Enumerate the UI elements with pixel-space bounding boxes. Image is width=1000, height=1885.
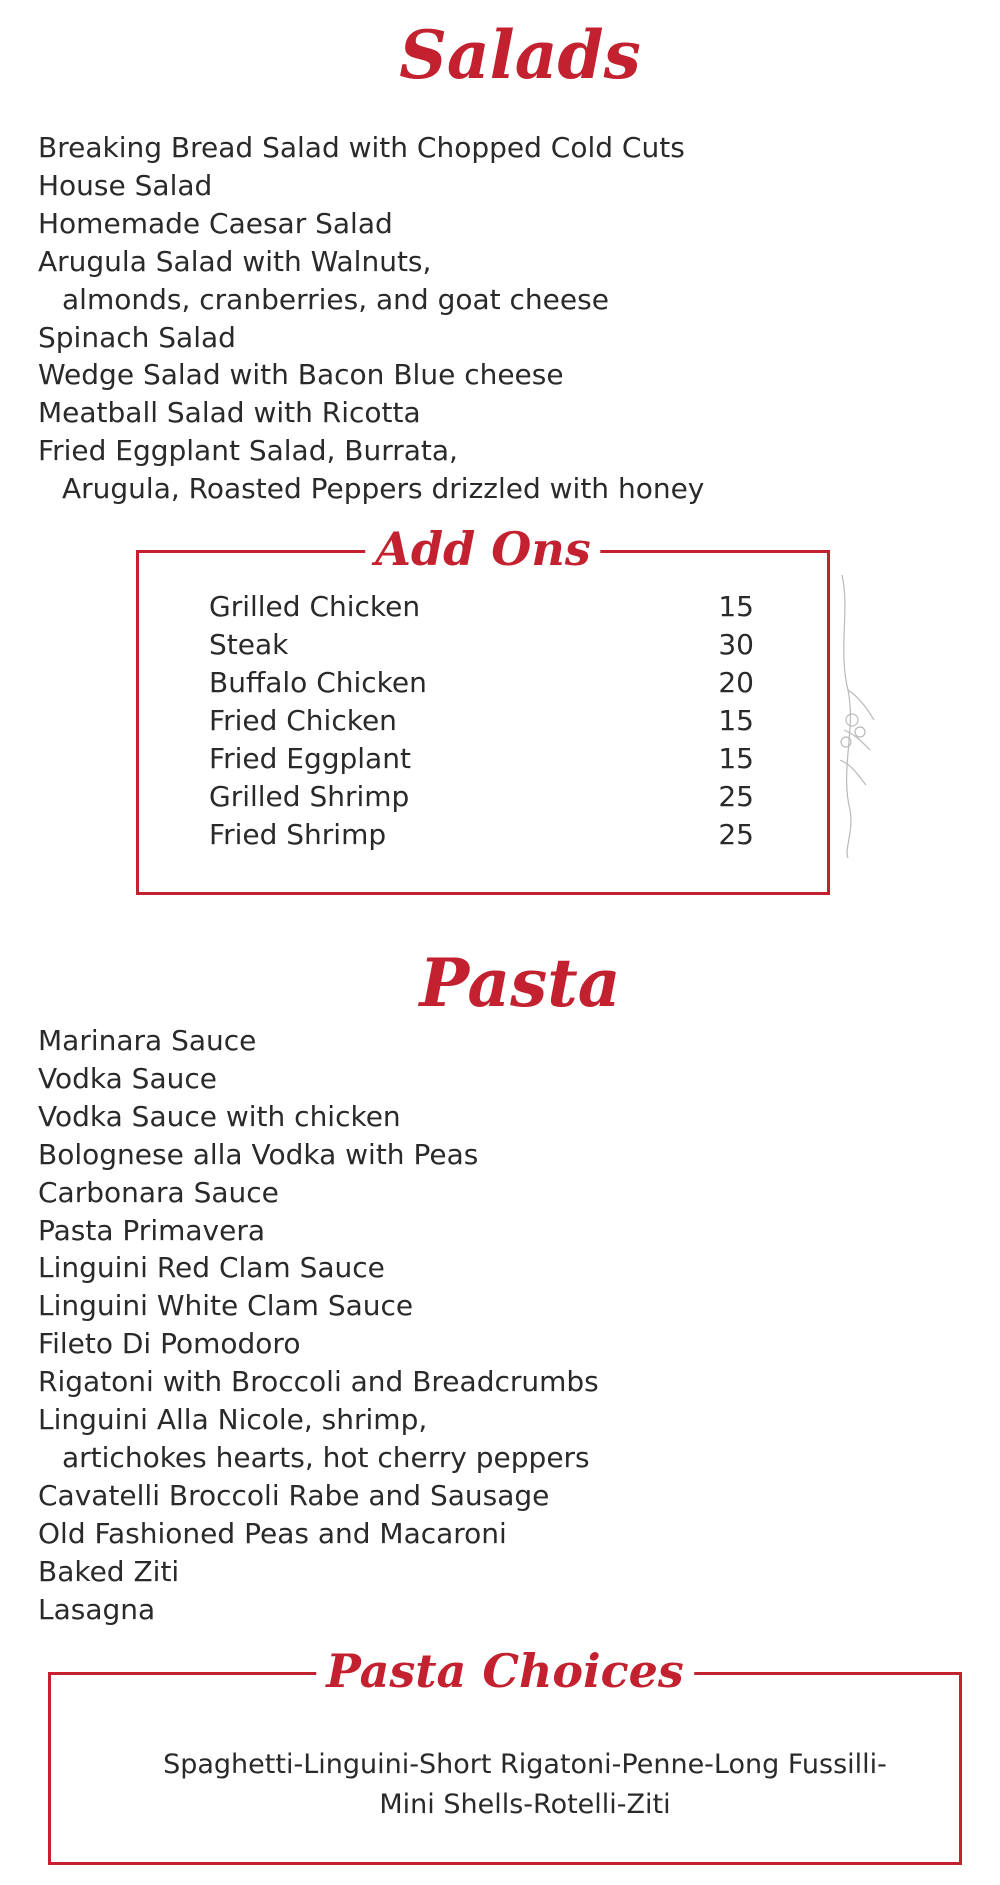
pasta-choices-line: Mini Shells-Rotelli-Ziti [379,1789,671,1820]
add-on-row [209,588,754,626]
pasta-item: Baked Ziti [38,1554,180,1588]
pasta-item: Carbonara Sauce [38,1175,279,1209]
add-on-row [209,740,754,778]
add-on-row [209,626,754,664]
salad-item-continuation: Arugula, Roasted Peppers drizzled with honey [62,472,705,506]
pasta-item-continuation: artichokes hearts, hot cherry peppers [62,1440,590,1474]
add-on-name: Grilled Shrimp [209,780,410,813]
pasta-item: Lasagna [38,1592,156,1626]
pasta-item: Marinara Sauce [38,1024,257,1057]
add-on-name: Fried Eggplant [209,742,411,775]
salad-item: Fried Eggplant Salad, Burrata, [38,434,458,468]
pasta-item: Fileto Di Pomodoro [38,1327,301,1361]
salad-item-continuation: almonds, cranberries, and goat cheese [62,282,609,316]
pasta-item: Rigatoni with Broccoli and Breadcrumbs [38,1365,599,1399]
salad-item: Arugula Salad with Walnuts, [38,244,432,278]
add-on-row [209,778,754,816]
pasta-item: Bolognese alla Vodka with Peas [38,1137,479,1171]
pasta-choices-heading: Pasta Choices [316,1643,694,1699]
pasta-item: Pasta Primavera [38,1213,265,1247]
salad-item: House Salad [38,168,213,202]
pasta-choices-box [48,1644,962,1865]
pasta-item: Old Fashioned Peas and Macaroni [38,1516,507,1550]
add-on-name: Fried Chicken [209,704,397,737]
add-on-price: 20 [718,666,754,699]
pasta-list [38,1022,599,1629]
add-on-row [209,702,754,740]
add-on-row [209,664,754,702]
salad-item: Wedge Salad with Bacon Blue cheese [38,358,564,392]
salad-item: Meatball Salad with Ricotta [38,396,421,430]
salad-item: Breaking Bread Salad with Chopped Cold Cuts [38,131,685,164]
add-on-price: 25 [718,818,754,851]
add-on-price: 15 [718,704,754,737]
pasta-item: Linguini Red Clam Sauce [38,1251,385,1285]
pasta-item: Vodka Sauce [38,1061,217,1095]
salad-item: Homemade Caesar Salad [38,206,393,240]
add-on-name: Fried Shrimp [209,818,387,851]
add-on-price: 30 [718,628,754,661]
add-on-name: Steak [209,628,289,661]
salads-heading: Salads [399,16,641,94]
pasta-choices-text [51,1745,959,1825]
pasta-item: Linguini White Clam Sauce [38,1289,414,1323]
decorative-sketch-icon [830,570,880,860]
salad-item: Spinach Salad [38,320,236,354]
add-on-name: Grilled Chicken [209,590,421,623]
add-on-price: 15 [718,742,754,775]
pasta-heading: Pasta [419,944,621,1022]
add-on-price: 25 [718,780,754,813]
add-on-row [209,816,754,854]
pasta-item: Vodka Sauce with chicken [38,1099,401,1133]
add-on-name: Buffalo Chicken [209,666,427,699]
add-ons-box [136,522,830,895]
pasta-item: Cavatelli Broccoli Rabe and Sausage [38,1478,550,1512]
pasta-item: Linguini Alla Nicole, shrimp, [38,1403,428,1437]
pasta-choices-line: Spaghetti-Linguini-Short Rigatoni-Penne-Long Fussilli- [163,1749,887,1780]
add-ons-heading: Add Ons [365,521,600,577]
add-on-price: 15 [718,590,754,623]
salads-list [38,129,704,508]
